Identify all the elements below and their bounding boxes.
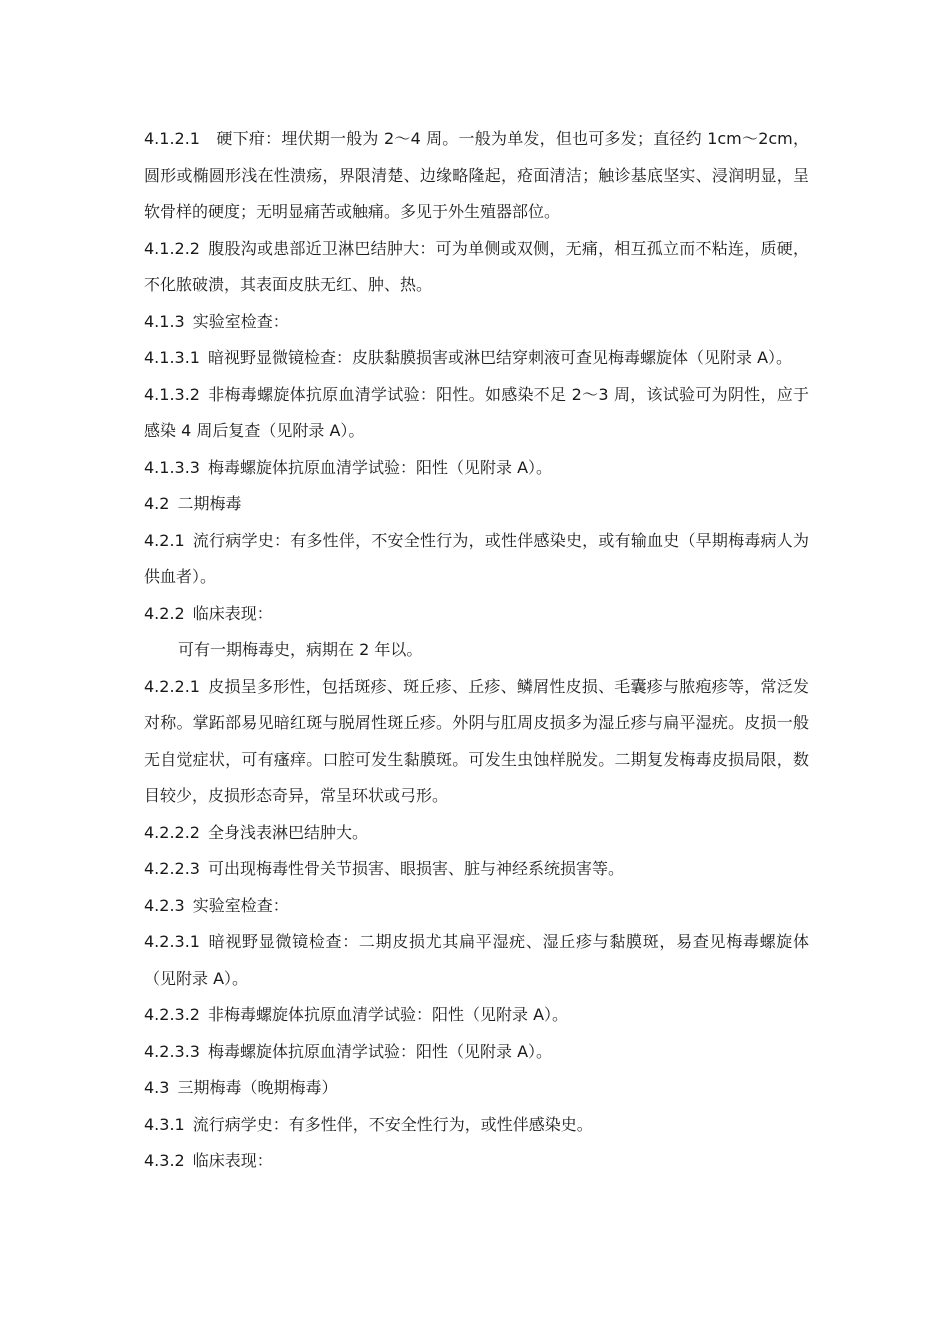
paragraph-p-4-3-1: 4.3.1 流行病学史：有多性伴，不安全性行为，或性伴感染史。 <box>144 1114 593 1134</box>
document-body <box>144 121 809 1180</box>
paragraph-p-4-1-3-3: 4.1.3.3 梅毒螺旋体抗原血清学试验：阳性（见附录 A）。 <box>144 457 553 477</box>
paragraph-p-4-2-2: 4.2.2 临床表现： <box>144 603 273 623</box>
paragraph-p-4-2-3: 4.2.3 实验室检查： <box>144 895 289 915</box>
paragraph-p-4-2-3-3: 4.2.3.3 梅毒螺旋体抗原血清学试验：阳性（见附录 A）。 <box>144 1041 553 1061</box>
paragraph-p-4-2-2-intro: 可有一期梅毒史，病期在 2 年以。 <box>178 640 423 659</box>
paragraph-p-4-1-2-2: 4.1.2.2 腹股沟或患部近卫淋巴结肿大：可为单侧或双侧，无痛，相互孤立而不粘连，质硬，不化脓破溃，其表面皮肤无红、肿、热。 <box>144 238 809 294</box>
paragraph-p-4-1-3-1: 4.1.3.1 暗视野显微镜检查：皮肤黏膜损害或淋巴结穿刺液可查见梅毒螺旋体（见附录 A）。 <box>144 348 793 367</box>
paragraph-p-4-2-3-2: 4.2.3.2 非梅毒螺旋体抗原血清学试验：阳性（见附录 A）。 <box>144 1005 569 1024</box>
paragraph-p-4-2-2-1: 4.2.2.1 皮损呈多形性，包括斑疹、斑丘疹、丘疹、鳞屑性皮损、毛囊疹与脓疱疹等，常泛发对称。掌跖部易见暗红斑与脱屑性斑丘疹。外阴与肛周皮损多为湿丘疹与扁平湿疣。皮损一般无自觉症状，可有瘙痒。口腔可发生黏膜斑。可发生虫蚀样脱发。二期复发梅毒皮损局限，数目较少，皮损形态奇异，常呈环状或弓形。 <box>144 676 809 805</box>
paragraph-p-4-2: 4.2 二期梅毒 <box>144 494 242 513</box>
paragraph-p-4-2-3-1: 4.2.3.1 暗视野显微镜检查：二期皮损尤其扁平湿疣、湿丘疹与黏膜斑，易查见梅毒螺旋体（见附录 A）。 <box>144 932 809 988</box>
paragraph-p-4-1-2-1: 4.1.2.1 硬下疳：埋伏期一般为 2～4 周。一般为单发，但也可多发；直径约 1cm～2cm，圆形或椭圆形浅在性溃疡，界限清楚、边缘略隆起，疮面清洁；触诊基底坚实、浸润明显，呈软骨样的硬度；无明显痛苦或触痛。多见于外生殖器部位。 <box>144 129 809 221</box>
paragraph-p-4-2-2-2: 4.2.2.2 全身浅表淋巴结肿大。 <box>144 822 368 842</box>
paragraph-p-4-1-3-2: 4.1.3.2 非梅毒螺旋体抗原血清学试验：阳性。如感染不足 2～3 周，该试验可为阴性，应于感染 4 周后复查（见附录 A）。 <box>144 384 809 440</box>
paragraph-p-4-3-2: 4.3.2 临床表现： <box>144 1151 273 1170</box>
paragraph-p-4-2-1: 4.2.1 流行病学史：有多性伴，不安全性行为，或性伴感染史，或有输血史（早期梅毒病人为供血者）。 <box>144 530 809 586</box>
paragraph-p-4-1-3: 4.1.3 实验室检查： <box>144 311 289 331</box>
paragraph-p-4-3: 4.3 三期梅毒（晚期梅毒） <box>144 1078 338 1097</box>
paragraph-p-4-2-2-3: 4.2.2.3 可出现梅毒性骨关节损害、眼损害、脏与神经系统损害等。 <box>144 859 624 878</box>
